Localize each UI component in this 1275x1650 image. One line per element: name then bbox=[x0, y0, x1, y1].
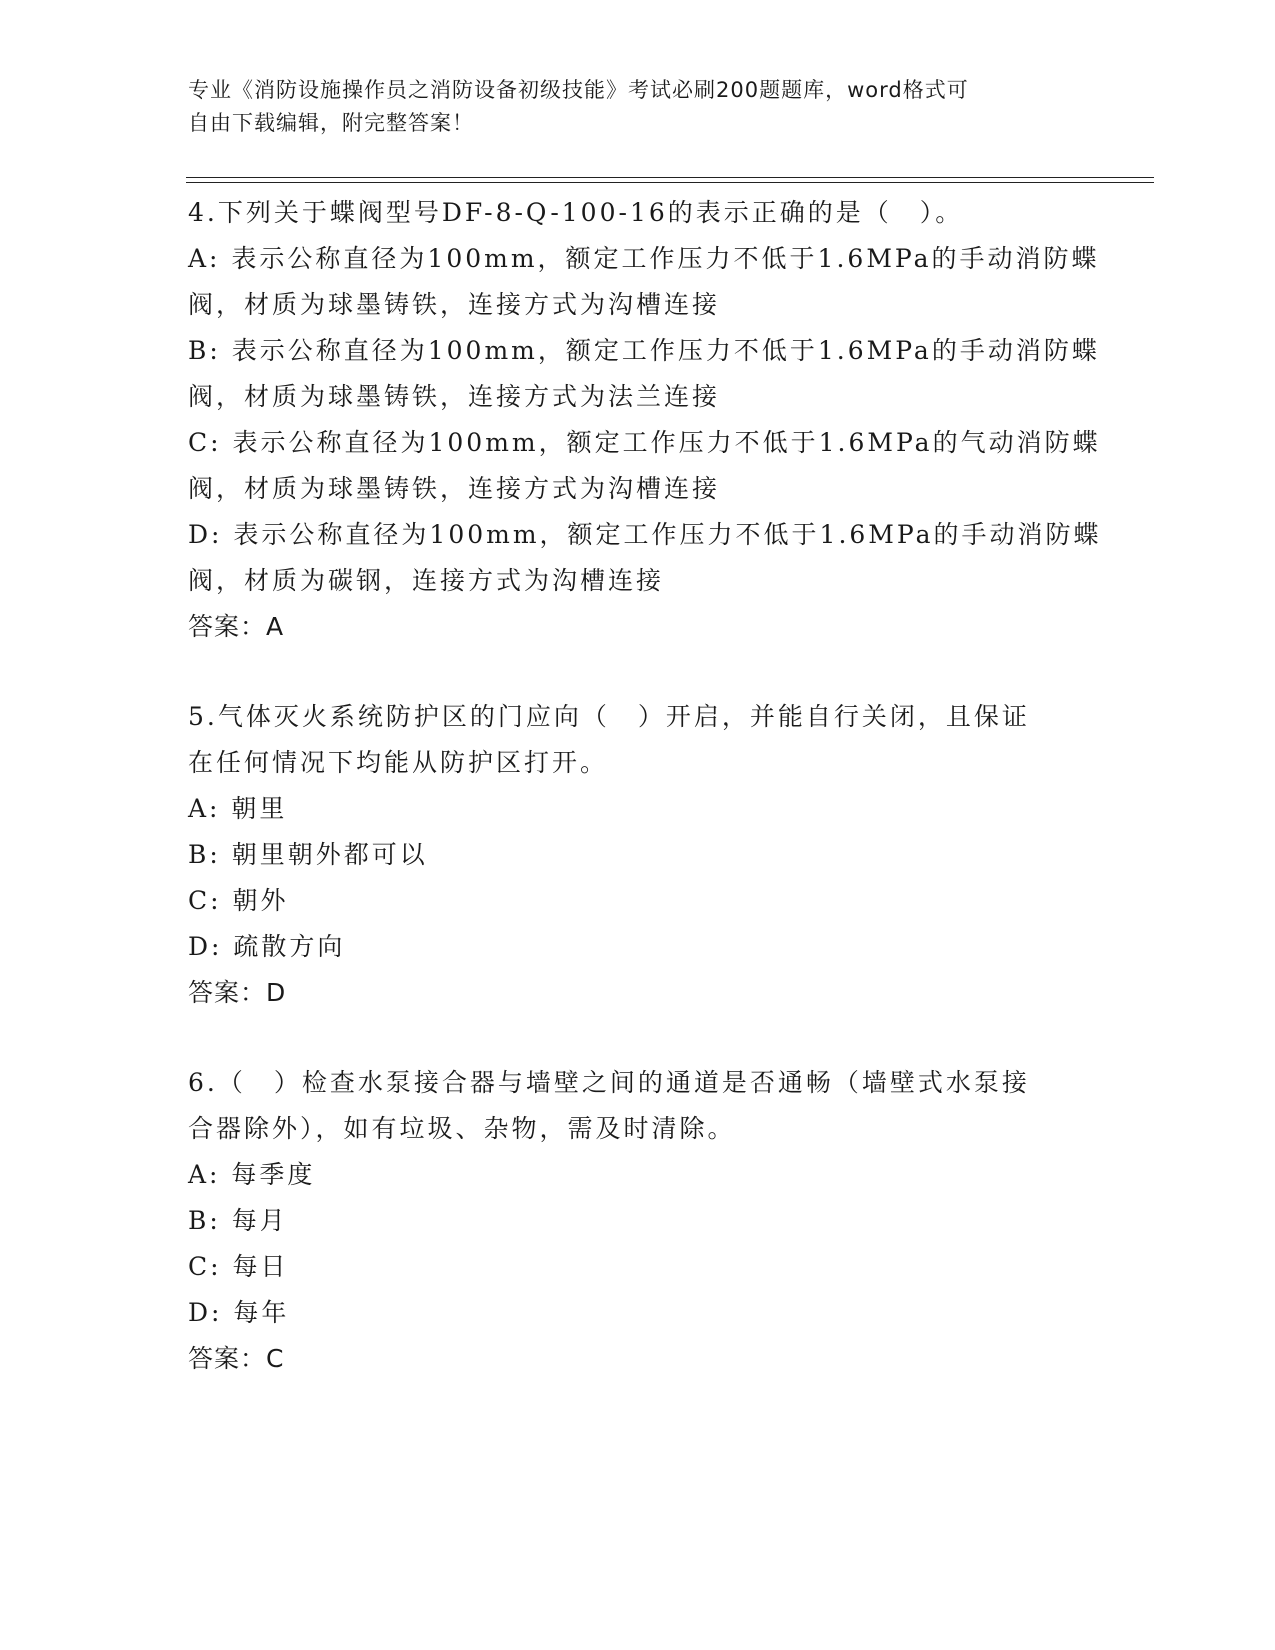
question-6 bbox=[188, 1060, 1088, 1382]
option-d: D: 疏散方向 bbox=[188, 932, 346, 961]
option-line: C: 表示公称直径为100mm，额定工作压力不低于1.6MPa的气动消防蝶 bbox=[188, 428, 1101, 457]
option-b: B: 每月 bbox=[188, 1206, 288, 1235]
answer: 答案：C bbox=[188, 1344, 285, 1373]
question-stem: 6.（ ）检查水泵接合器与墙壁之间的通道是否通畅（墙壁式水泵接 bbox=[188, 1068, 1030, 1097]
option-line: 阀，材质为球墨铸铁，连接方式为沟槽连接 bbox=[188, 290, 721, 319]
question-5 bbox=[188, 694, 1088, 1016]
option-d: D: 每年 bbox=[188, 1298, 290, 1327]
question-stem: 在任何情况下均能从防护区打开。 bbox=[188, 748, 609, 777]
option-a bbox=[188, 236, 1100, 328]
option-c bbox=[188, 420, 1101, 512]
option-line: D: 表示公称直径为100mm，额定工作压力不低于1.6MPa的手动消防蝶 bbox=[188, 520, 1102, 549]
option-line: 阀，材质为球墨铸铁，连接方式为沟槽连接 bbox=[188, 474, 721, 503]
option-b: B: 朝里朝外都可以 bbox=[188, 840, 428, 869]
option-line: 阀，材质为碳钢，连接方式为沟槽连接 bbox=[188, 566, 665, 595]
option-line: B: 表示公称直径为100mm，额定工作压力不低于1.6MPa的手动消防蝶 bbox=[188, 336, 1100, 365]
header-divider-top bbox=[186, 177, 1154, 178]
answer: 答案：A bbox=[188, 612, 285, 641]
header-line: 自由下载编辑，附完整答案！ bbox=[188, 111, 474, 135]
option-line: 阀，材质为球墨铸铁，连接方式为法兰连接 bbox=[188, 382, 721, 411]
option-d bbox=[188, 512, 1102, 604]
document-header bbox=[188, 74, 1068, 140]
option-c: C: 每日 bbox=[188, 1252, 289, 1281]
question-stem: 合器除外），如有垃圾、杂物，需及时清除。 bbox=[188, 1114, 736, 1143]
option-c: C: 朝外 bbox=[188, 886, 289, 915]
option-line: A: 表示公称直径为100mm，额定工作压力不低于1.6MPa的手动消防蝶 bbox=[188, 244, 1100, 273]
question-4 bbox=[188, 190, 1102, 650]
option-a: A: 每季度 bbox=[188, 1160, 316, 1189]
header-divider-bottom bbox=[186, 182, 1154, 183]
answer: 答案：D bbox=[188, 978, 287, 1007]
option-b bbox=[188, 328, 1100, 420]
option-a: A: 朝里 bbox=[188, 794, 288, 823]
header-line: 专业《消防设施操作员之消防设备初级技能》考试必刷200题题库，word格式可 bbox=[188, 78, 969, 102]
question-list bbox=[188, 190, 1102, 1426]
question-stem: 4.下列关于蝶阀型号DF-8-Q-100-16的表示正确的是（ ）。 bbox=[188, 198, 964, 227]
question-stem: 5.气体灭火系统防护区的门应向（ ）开启，并能自行关闭，且保证 bbox=[188, 702, 1030, 731]
